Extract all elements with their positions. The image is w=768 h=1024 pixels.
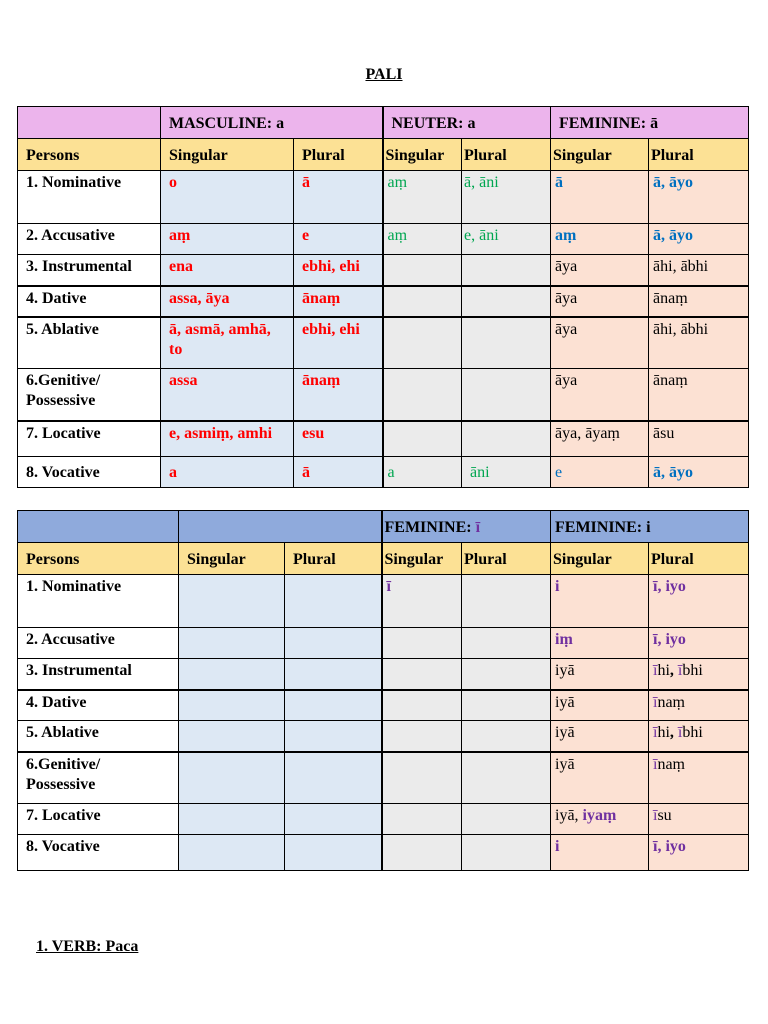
ending: o (169, 174, 177, 191)
ending: ā, āyo (653, 464, 694, 481)
blank-header-cell (18, 511, 179, 543)
table-row (18, 835, 749, 871)
neut-plural-header: Plural (462, 139, 551, 171)
case-label: 3. Instrumental (18, 659, 179, 690)
page-title: PALI (365, 66, 403, 83)
empty-cell (285, 804, 382, 835)
empty-cell (462, 255, 551, 286)
empty-cell (462, 721, 551, 752)
empty-cell (382, 752, 462, 804)
table-row (18, 255, 749, 286)
ending: ā (555, 174, 564, 191)
empty-cell (462, 421, 551, 457)
case-label: 5. Ablative (18, 317, 161, 369)
ending: ī, iyo (653, 578, 686, 595)
table-row (18, 628, 749, 659)
empty-cell (382, 659, 462, 690)
table-row (18, 690, 749, 721)
fem-plural-header: Plural (649, 543, 749, 575)
ending: iyā (551, 690, 649, 721)
table-row (18, 369, 749, 421)
table-row (18, 171, 749, 224)
declension-table-b (17, 510, 749, 871)
case-label: 3. Instrumental (18, 255, 161, 286)
ending: e (302, 227, 310, 244)
ending: āya (551, 369, 649, 421)
ending: īsu (649, 804, 749, 835)
empty-cell (285, 659, 382, 690)
table-row (18, 457, 749, 488)
ending: ānaṃ (649, 369, 749, 421)
neut-singular-header: Singular (383, 139, 462, 171)
empty-cell (382, 628, 462, 659)
empty-cell (382, 721, 462, 752)
ending: āya (551, 255, 649, 286)
ending: ā, āyo (653, 227, 694, 244)
ending: āya (551, 286, 649, 317)
vowel-mark: ī (475, 518, 481, 536)
table-row (18, 317, 749, 369)
empty-cell (179, 690, 285, 721)
ending: īnaṃ (649, 690, 749, 721)
ending: iṃ (555, 631, 573, 648)
empty-cell (462, 575, 551, 628)
empty-cell (179, 628, 285, 659)
empty-cell (179, 721, 285, 752)
fem-singular-header: Singular (551, 139, 649, 171)
case-label: 8. Vocative (18, 457, 161, 488)
ending: ānaṃ (302, 289, 341, 307)
table-row (18, 575, 749, 628)
ending: īhi, ībhi (649, 721, 749, 752)
ending: āsu (649, 421, 749, 457)
empty-cell (462, 752, 551, 804)
ending: aṃ (169, 227, 191, 244)
table-row (18, 421, 749, 457)
ending: ebhi, ehi (302, 320, 360, 338)
masc-plural-header: Plural (285, 543, 382, 575)
ending: āhi, ābhi (649, 317, 749, 369)
ending: e, asmiṃ, amhi (169, 424, 273, 442)
case-label: 4. Dative (18, 690, 179, 721)
column-header-row (18, 139, 749, 171)
ending: āhi, ābhi (649, 255, 749, 286)
ending: āya (551, 317, 649, 369)
empty-cell (383, 286, 462, 317)
ending: assa (169, 372, 198, 389)
group-header-row (18, 107, 749, 139)
group-header-row (18, 511, 749, 543)
empty-cell (285, 721, 382, 752)
empty-cell (383, 421, 462, 457)
case-label: 4. Dative (18, 286, 161, 317)
ending: iyā (551, 659, 649, 690)
ending: i (555, 838, 560, 855)
fem-plural-header: Plural (649, 139, 749, 171)
empty-cell (285, 752, 382, 804)
ending: ebhi, ehi (302, 258, 360, 275)
ending: a (169, 464, 177, 481)
ending: ānaṃ (649, 286, 749, 317)
feminine-header: FEMININE: ā (551, 107, 749, 139)
empty-cell (383, 369, 462, 421)
table-row (18, 721, 749, 752)
ending: e, āni (464, 227, 499, 244)
empty-cell (462, 628, 551, 659)
ending: ena (169, 258, 193, 275)
feminine-i-header: FEMININE: i (551, 511, 749, 543)
neuter-header: NEUTER: a (383, 107, 551, 139)
case-label: 7. Locative (18, 804, 179, 835)
ending: ā, asmā, amhā, to (169, 320, 271, 358)
neut-plural-header: Plural (462, 543, 551, 575)
table-row (18, 804, 749, 835)
ending: āya, āyaṃ (551, 421, 649, 457)
feminine-long-i-header: FEMININE: ī (382, 511, 551, 543)
ending: aṃ (387, 227, 408, 244)
case-label: 1. Nominative (18, 575, 179, 628)
ending: īnaṃ (649, 752, 749, 804)
masc-plural-header: Plural (294, 139, 383, 171)
ending: i (555, 578, 560, 595)
case-label: 7. Locative (18, 421, 161, 457)
column-header-row (18, 543, 749, 575)
empty-cell (382, 835, 462, 871)
ending: assa, āya (169, 289, 230, 307)
ending: e (555, 464, 563, 481)
ending: esu (302, 424, 325, 442)
ending: īhi, ībhi (649, 659, 749, 690)
empty-cell (462, 317, 551, 369)
ending: iyā (551, 721, 649, 752)
empty-cell (179, 659, 285, 690)
ending: aṃ (555, 227, 577, 244)
empty-cell (285, 628, 382, 659)
empty-cell (382, 690, 462, 721)
empty-cell (179, 575, 285, 628)
ending: ā (302, 174, 310, 191)
neut-singular-header: Singular (382, 543, 462, 575)
empty-cell (462, 659, 551, 690)
empty-cell (285, 835, 382, 871)
table-row (18, 286, 749, 317)
ending: ā (302, 464, 310, 481)
masculine-header: MASCULINE: a (161, 107, 383, 139)
case-label: 2. Accusative (18, 224, 161, 255)
table-row (18, 659, 749, 690)
persons-header: Persons (18, 543, 179, 575)
table-row (18, 224, 749, 255)
blank-header-cell (179, 511, 382, 543)
masc-singular-header: Singular (179, 543, 285, 575)
ending: ī, iyo (653, 631, 686, 648)
empty-cell (179, 752, 285, 804)
ending: iyā (551, 752, 649, 804)
table-row (18, 752, 749, 804)
empty-cell (383, 317, 462, 369)
ending: a (387, 464, 395, 481)
case-label: 6.Genitive/ Possessive (18, 752, 179, 804)
ending: ī, iyo (653, 838, 686, 855)
case-label: 2. Accusative (18, 628, 179, 659)
empty-cell (462, 286, 551, 317)
case-label: 6.Genitive/ Possessive (18, 369, 161, 421)
empty-cell (462, 804, 551, 835)
empty-cell (462, 835, 551, 871)
ending: aṃ (387, 174, 408, 191)
ending: ānaṃ (302, 372, 341, 389)
ending: āni (470, 464, 490, 481)
empty-cell (462, 690, 551, 721)
ending: ā, āni (464, 174, 499, 191)
blank-header-cell (18, 107, 161, 139)
ending: iyā, iyaṃ (551, 804, 649, 835)
ending: ā, āyo (653, 174, 694, 191)
declension-table-a (17, 106, 749, 488)
masc-singular-header: Singular (161, 139, 294, 171)
case-label: 5. Ablative (18, 721, 179, 752)
empty-cell (382, 804, 462, 835)
persons-header: Persons (18, 139, 161, 171)
empty-cell (462, 369, 551, 421)
fem-singular-header: Singular (551, 543, 649, 575)
empty-cell (179, 835, 285, 871)
empty-cell (285, 690, 382, 721)
empty-cell (179, 804, 285, 835)
empty-cell (285, 575, 382, 628)
empty-cell (383, 255, 462, 286)
ending: ī (386, 578, 391, 595)
case-label: 8. Vocative (18, 835, 179, 871)
case-label: 1. Nominative (18, 171, 161, 224)
verb-heading: 1. VERB: Paca (36, 938, 139, 955)
